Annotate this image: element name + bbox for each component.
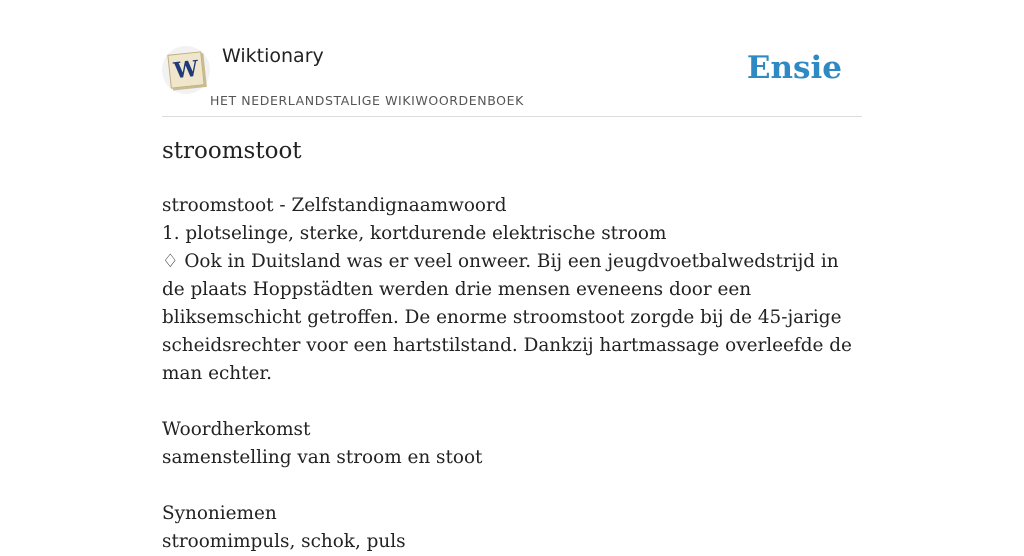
ensie-brand-logo[interactable]: Ensie	[746, 50, 842, 86]
entry-heading: stroomstoot - Zelfstandignaamwoord	[162, 195, 507, 216]
entry-definition: 1. plotselinge, sterke, kortdurende elektrische stroom	[162, 223, 667, 244]
synonyms-text: stroomimpuls, schok, puls	[162, 531, 406, 552]
page-title: stroomstoot	[162, 138, 302, 164]
etymology-text: samenstelling van stroom en stoot	[162, 447, 483, 468]
wiktionary-logo[interactable]	[162, 46, 210, 94]
page-container	[162, 0, 862, 552]
site-header	[162, 0, 862, 117]
entry-content	[162, 192, 862, 556]
site-subtitle: HET NEDERLANDSTALIGE WIKIWOORDENBOEK	[210, 93, 524, 108]
etymology-heading: Woordherkomst	[162, 419, 311, 440]
spacer	[162, 472, 862, 500]
logo-tile-icon: W	[167, 51, 204, 88]
synonyms-heading: Synoniemen	[162, 503, 277, 524]
spacer	[162, 388, 862, 416]
entry-example: ♢ Ook in Duitsland was er veel onweer. Bij een jeugdvoetbalwedstrijd in de plaats Hoppstädten werden drie mensen eveneens door een bliksemschicht getroffen. De enorme stroomstoot zorgde bij de 45-jarige scheidsrechter voor een hartstilstand. Dankzij hartmassage overleefde de man echter.	[162, 251, 852, 384]
site-name[interactable]: Wiktionary	[222, 45, 324, 67]
